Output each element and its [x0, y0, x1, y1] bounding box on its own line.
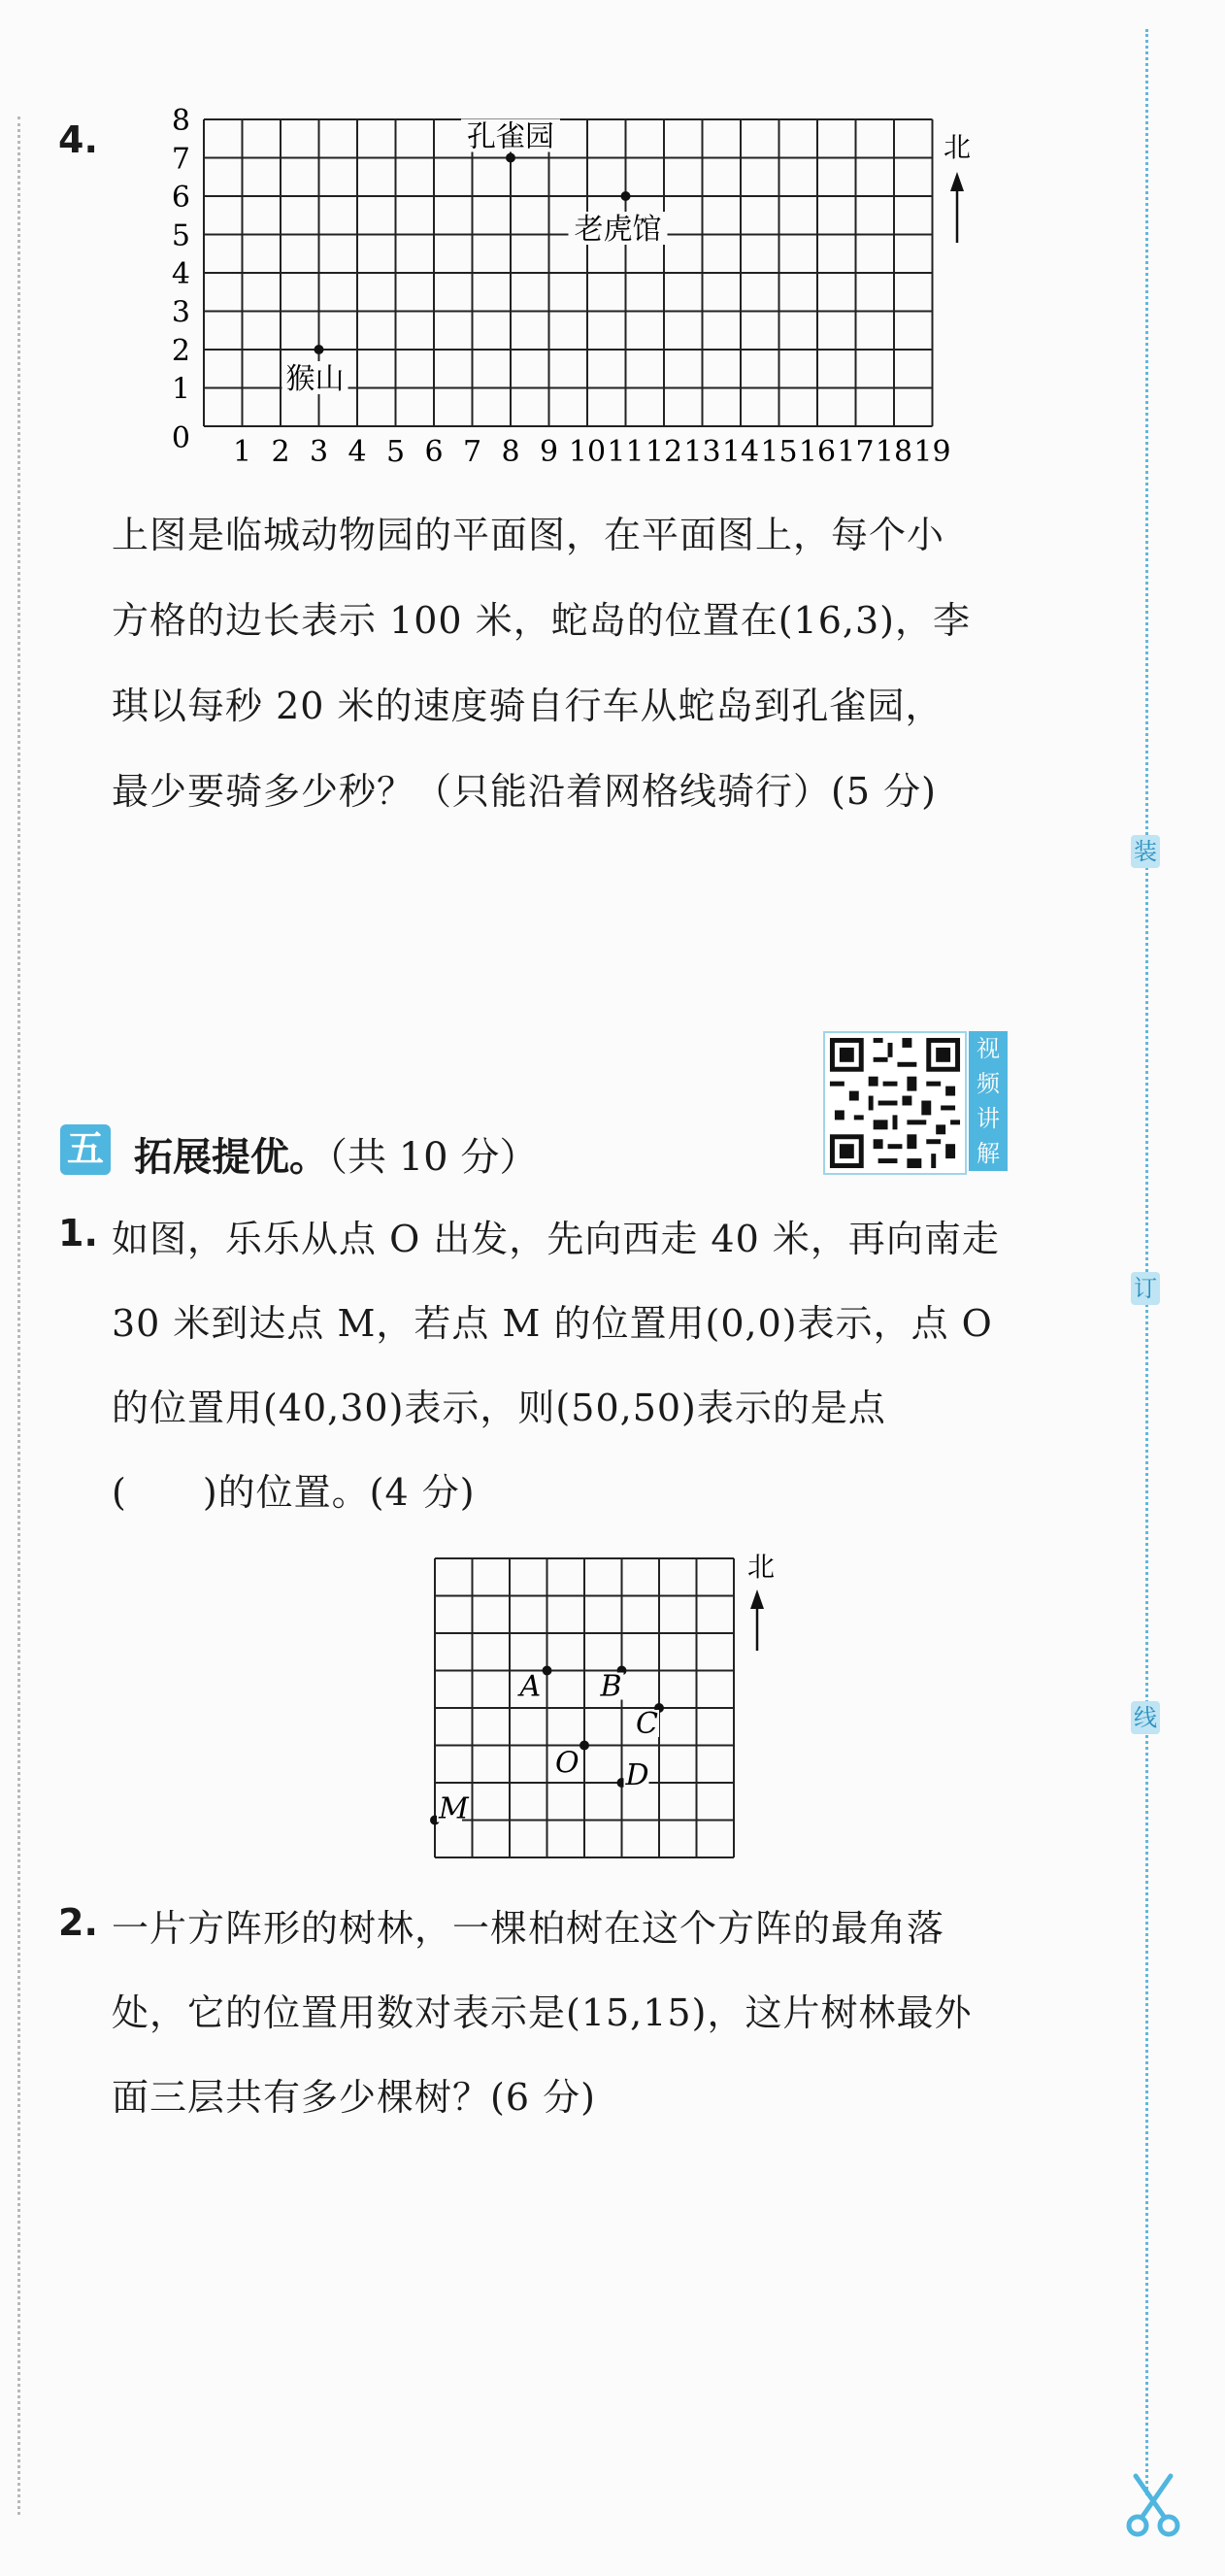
p2-text-line-1: 一片方阵形的树林，一棵柏树在这个方阵的最角落 — [112, 1907, 945, 1950]
problem-2-number: 2. — [58, 1901, 98, 1944]
place-label: 猴山 — [285, 362, 345, 396]
x-tick-label: 16 — [798, 435, 837, 469]
section-5-title — [134, 1126, 538, 1182]
y-tick-label: 6 — [171, 181, 190, 215]
place-point — [315, 345, 324, 354]
x-tick-label: 9 — [539, 435, 559, 469]
place-point — [506, 153, 515, 163]
qr-label-char: 视 — [977, 1035, 1000, 1062]
point-label: B — [600, 1669, 622, 1704]
p2-text-line-2: 处，它的位置用数对表示是(15,15)，这片树林最外 — [112, 1991, 973, 2034]
section-5-title-text: 拓展提优。 — [134, 1135, 328, 1180]
y-tick-label: 7 — [171, 142, 190, 177]
q4-text-line-2: 方格的边长表示 100 米，蛇岛的位置在(16,3)，李 — [112, 599, 971, 642]
q4-text-line-3: 琪以每秒 20 米的速度骑自行车从蛇岛到孔雀园， — [112, 685, 944, 727]
qr-label-char: 讲 — [977, 1105, 1000, 1132]
point-label: A — [519, 1669, 542, 1704]
x-tick-label: 10 — [568, 435, 607, 469]
x-tick-label: 2 — [271, 435, 290, 469]
x-tick-label: 11 — [607, 435, 645, 469]
x-tick-label: 19 — [913, 435, 951, 469]
x-tick-label: 1 — [232, 435, 252, 469]
q4-text-line-1: 上图是临城动物园的平面图，在平面图上，每个小 — [112, 514, 945, 556]
y-tick-label: 8 — [171, 104, 190, 138]
x-tick-label: 3 — [309, 435, 329, 469]
x-tick-label: 13 — [683, 435, 721, 469]
qr-code-icon[interactable] — [823, 1031, 967, 1175]
x-tick-label: 5 — [385, 435, 406, 469]
qr-label-char: 频 — [977, 1070, 1000, 1097]
zoo-map-grid — [146, 104, 1000, 490]
point-label: M — [439, 1791, 469, 1826]
point-label: D — [625, 1758, 649, 1792]
place-label: 孔雀园 — [467, 119, 554, 154]
scissors-icon — [1124, 2471, 1182, 2539]
x-tick-label: 4 — [348, 435, 367, 469]
p1-text-line-2: 30 米到达点 M，若点 M 的位置用(0,0)表示，点 O — [112, 1302, 993, 1345]
north-arrow-head — [950, 172, 964, 191]
point-label: C — [636, 1707, 658, 1741]
binding-dotted-line — [1145, 29, 1148, 2495]
x-tick-label: 18 — [875, 435, 913, 469]
section-5-badge: 五 — [60, 1124, 111, 1175]
y-tick-label: 1 — [171, 372, 190, 407]
y-tick-label: 0 — [171, 421, 190, 455]
north-label: 北 — [746, 1551, 776, 1583]
y-tick-label: 4 — [171, 257, 190, 291]
problem-1-number: 1. — [58, 1212, 98, 1255]
binding-mark-1: 装 — [1131, 835, 1160, 868]
x-tick-label: 15 — [760, 435, 798, 469]
p2-text-line-3: 面三层共有多少棵树？(6 分) — [112, 2076, 596, 2119]
x-tick-label: 12 — [645, 435, 683, 469]
north-arrow-head — [750, 1589, 764, 1609]
grid-point — [579, 1741, 589, 1751]
qr-label-char: 解 — [977, 1140, 1000, 1167]
place-label: 老虎馆 — [574, 213, 662, 247]
left-margin-dotted-line — [17, 117, 20, 2515]
video-explain-label[interactable] — [969, 1031, 1008, 1171]
point-position-grid — [427, 1549, 806, 1879]
y-tick-label: 3 — [171, 295, 190, 330]
north-label: 北 — [943, 131, 972, 163]
question-4-number: 4. — [58, 118, 98, 161]
section-5-points: （共 10 分） — [328, 1135, 539, 1180]
x-tick-label: 6 — [424, 435, 444, 469]
x-tick-label: 8 — [501, 435, 520, 469]
x-tick-label: 17 — [837, 435, 875, 469]
y-tick-label: 2 — [171, 334, 190, 368]
x-tick-label: 14 — [721, 435, 760, 469]
binding-mark-3: 线 — [1131, 1701, 1160, 1734]
p1-text-line-1: 如图，乐乐从点 O 出发，先向西走 40 米，再向南走 — [112, 1218, 1000, 1260]
grid-point — [543, 1666, 552, 1676]
place-point — [621, 191, 631, 201]
video-qr-block[interactable] — [823, 1031, 1011, 1171]
q4-text-line-4: 最少要骑多少秒？（只能沿着网格线骑行）(5 分) — [112, 770, 937, 813]
binding-mark-2: 订 — [1131, 1272, 1160, 1305]
p1-text-line-4: ( )的位置。(4 分) — [112, 1471, 476, 1514]
point-label: O — [555, 1746, 579, 1781]
y-tick-label: 5 — [171, 218, 190, 253]
x-tick-label: 7 — [462, 435, 482, 469]
p1-text-line-3: 的位置用(40,30)表示，则(50,50)表示的是点 — [112, 1387, 886, 1429]
